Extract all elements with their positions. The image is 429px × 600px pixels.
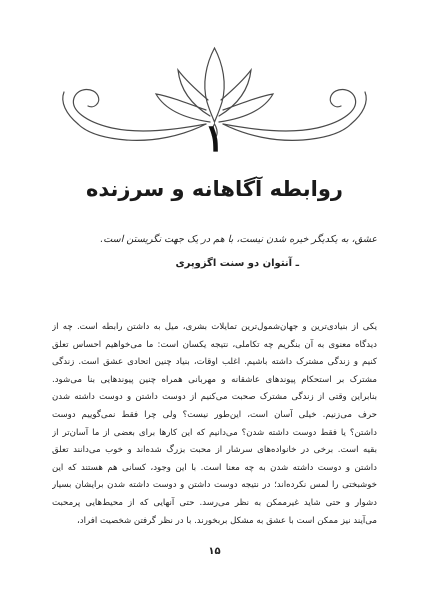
- epigraph-author: ـ آنتوان دو سنت اگزوپری: [175, 258, 299, 269]
- body-line: یکی از بنیادی‌ترین و جهان‌شمول‌ترین تمایلات بشری، میل به داشتن رابطه است. چه از: [52, 322, 377, 332]
- body-line: مشترک بر استحکام پیوندهای عاشقانه و مهربانی همراه چنین پیوندهایی بنا می‌شود.: [52, 374, 377, 385]
- page-number: ۱۵: [208, 546, 221, 557]
- body-line: دشوار و حتی شاید غیرممکن به نظر می‌رسد. حتی آنهایی که از محیط‌هایی پرمحبت: [52, 497, 377, 508]
- chapter-number: ۱: [204, 115, 225, 160]
- body-line: داشتن و دوست داشته شدن به چه معنا است. با این وجود، کسانی هم هستند که این: [52, 462, 377, 473]
- body-text: [52, 319, 377, 530]
- body-line: خوشبختی را لمس نکرده‌اند؛ در نتیجه دوست داشتن و دوست داشته شدن برایشان بسیار: [52, 480, 377, 491]
- body-line: حرف می‌زنیم. خیلی آسان است، این‌طور نیست؟ ولی چرا فقط نمی‌گوییم دوست: [52, 409, 377, 420]
- body-line: بقیه است. برخی در خانواده‌های سرشار از محبت بزرگ شده‌اند و خوب می‌دانند تعلق: [52, 445, 377, 456]
- epigraph-quote: عشق، به یکدیگر خیره شدن نیست، با هم در یک جهت نگریستن است.: [100, 234, 377, 245]
- chapter-title: روابطه آگاهانه و سرزنده: [86, 177, 343, 201]
- body-line: بنابراین وقتی از زندگی مشترک صحبت می‌کنیم از دوست داشتن و دوست داشته شدن: [52, 392, 377, 403]
- body-line: می‌آیند نیز ممکن است با عشق به مشکل بربخورند. با در نظر گرفتن شخصیت افراد،: [76, 515, 377, 526]
- body-line: کنیم و زندگی مشترک داشته باشیم. اغلب اوقات، بنیاد چنین اتحادی عشق است. زندگی: [52, 357, 377, 368]
- body-line: دیدگاه معنوی به آن بنگریم چه تکاملی، نتیجه یکسان است: ما می‌خواهیم احساس تعلق: [52, 339, 377, 350]
- body-line: داشتن؟ یا فقط دوست داشته شدن؟ می‌دانیم که این کارها برای بعضی از ما آسان‌تر از: [52, 427, 377, 438]
